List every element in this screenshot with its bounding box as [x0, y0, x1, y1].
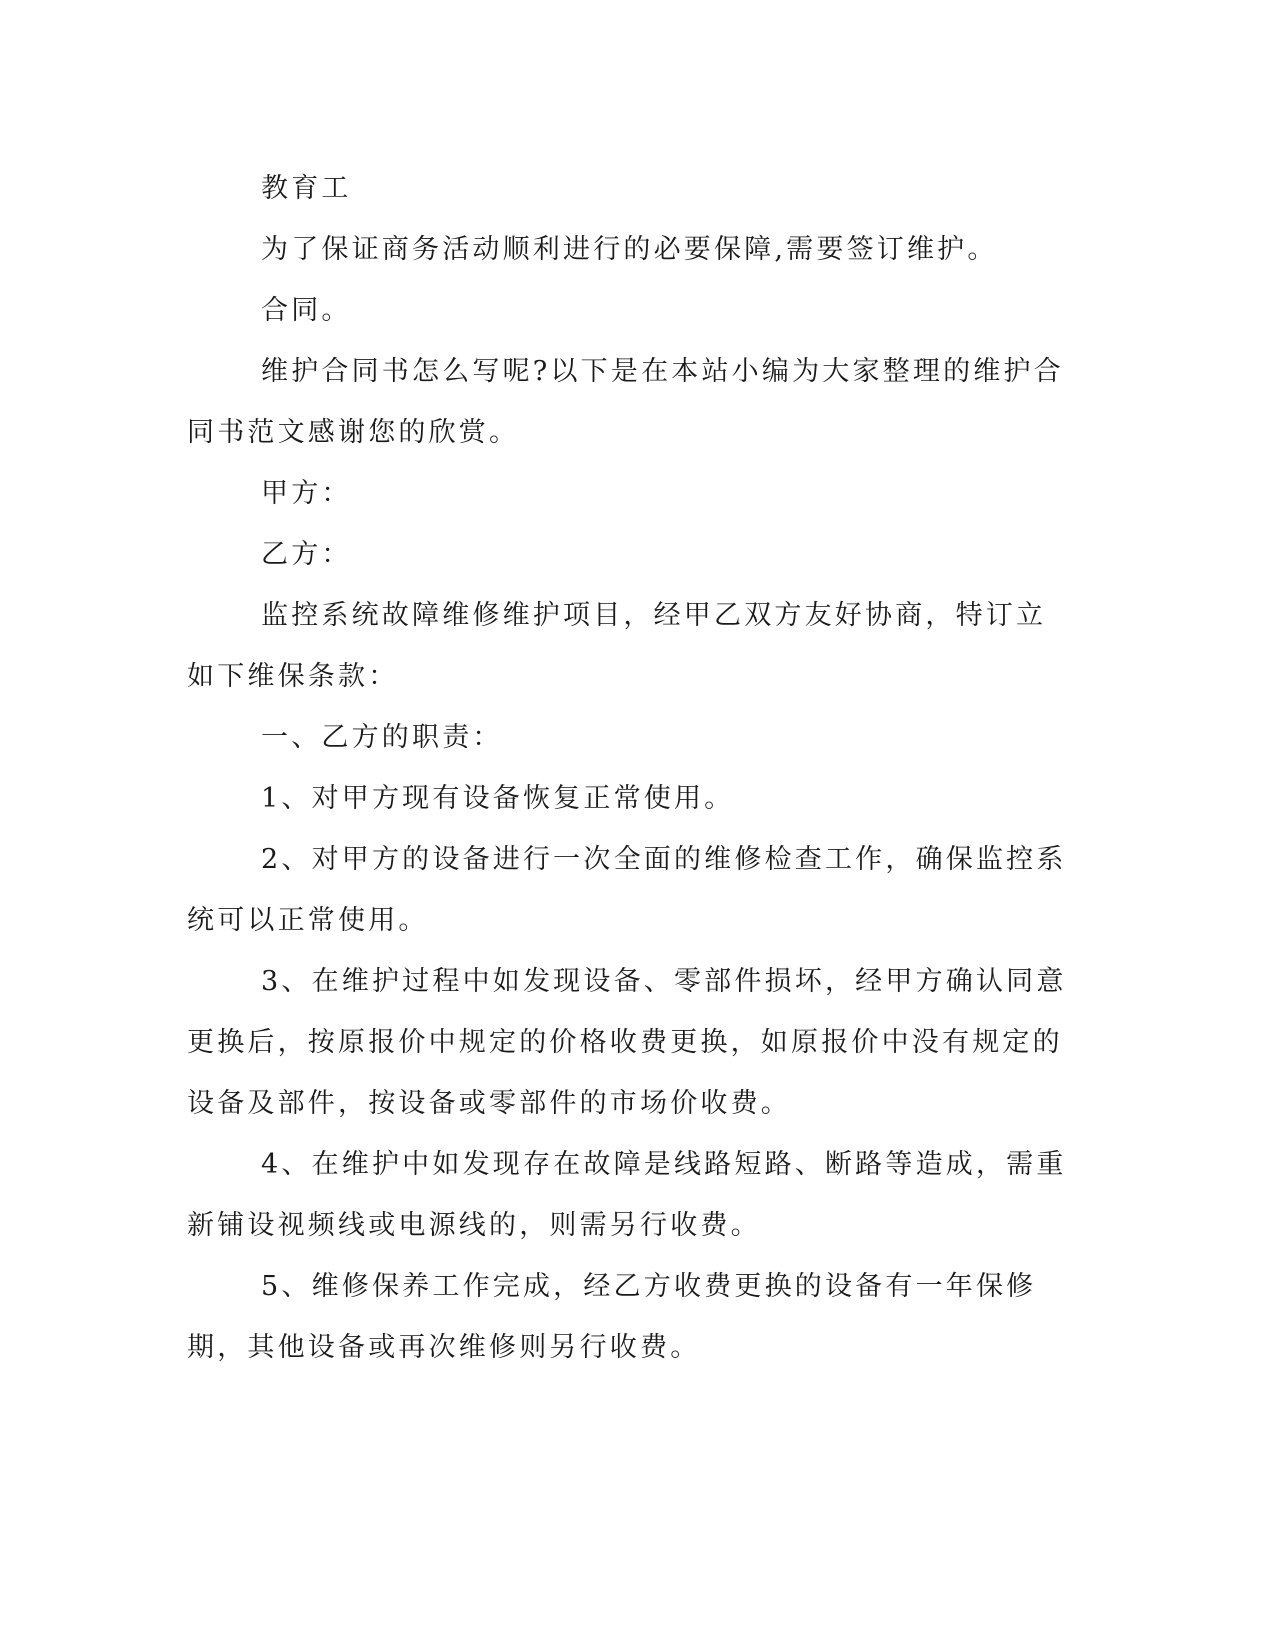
clause-5: 5、维修保养工作完成，经乙方收费更换的设备有一年保修期，其他设备或再次维修则另行收费。 [187, 1271, 1037, 1363]
paragraph-intro-title: 教育工 [261, 173, 352, 204]
party-b-label: 乙方： [261, 539, 352, 570]
clause-3: 3、在维护过程中如发现设备、零部件损坏，经甲方确认同意更换后，按原报价中规定的价格收费更换，如原报价中没有规定的设备及部件，按设备或零部件的市场价收费。 [187, 966, 1067, 1119]
clause-1: 1、对甲方现有设备恢复正常使用。 [261, 783, 735, 814]
document-body [187, 158, 1067, 1378]
paragraph-contract: 合同。 [261, 295, 352, 326]
clause-4: 4、在维护中如发现存在故障是线路短路、断路等造成，需重新铺设视频线或电源线的，则需另行收费。 [187, 1149, 1067, 1241]
section-heading-party-b-duties: 一、乙方的职责： [261, 722, 503, 753]
paragraph-how-to-write: 维护合同书怎么写呢?以下是在本站小编为大家整理的维护合同书范文感谢您的欣赏。 [187, 356, 1064, 448]
paragraph-purpose: 为了保证商务活动顺利进行的必要保障,需要签订维护。 [261, 234, 998, 265]
clause-2: 2、对甲方的设备进行一次全面的维修检查工作，确保监控系统可以正常使用。 [187, 844, 1067, 936]
paragraph-project-intro: 监控系统故障维修维护项目，经甲乙双方友好协商，特订立如下维保条款： [187, 600, 1047, 692]
party-a-label: 甲方： [261, 478, 352, 509]
